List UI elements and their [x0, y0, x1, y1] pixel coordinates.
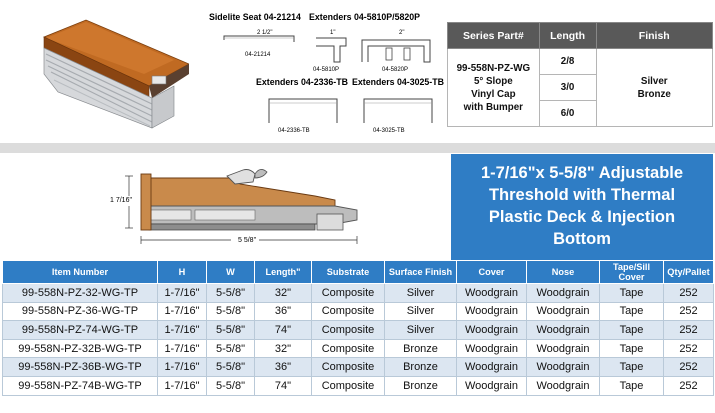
- cell: Composite: [312, 376, 385, 395]
- table-row: [3, 358, 714, 377]
- cell: Bronze: [385, 339, 457, 358]
- series-finish-cell: [596, 49, 712, 127]
- cell: 99-558N-PZ-32B-WG-TP: [3, 339, 158, 358]
- extenders-5810-label: Extenders 04-5810P/5820P: [309, 12, 421, 22]
- height-dimension: 1 7/16": [110, 197, 132, 204]
- cell: Silver: [385, 321, 457, 340]
- cell: Tape: [600, 358, 664, 377]
- section-divider: [0, 143, 715, 153]
- extender-5810p-profile: [314, 34, 348, 66]
- col-cover: Cover: [457, 261, 527, 284]
- cell: 5-5/8": [207, 284, 255, 303]
- cell: Composite: [312, 339, 385, 358]
- cell: 252: [664, 284, 714, 303]
- items-header-row: [3, 261, 714, 284]
- series-part-line: 5° Slope: [473, 75, 513, 87]
- cell: Tape: [600, 302, 664, 321]
- cell: 74": [255, 321, 312, 340]
- series-table: [447, 22, 713, 127]
- extender-5820p-profile: [360, 34, 435, 66]
- cell: 99-558N-PZ-32-WG-TP: [3, 284, 158, 303]
- top-section: [0, 0, 715, 143]
- cell: Composite: [312, 302, 385, 321]
- extender-3025-profile: [360, 93, 436, 125]
- code-3025: 04-3025-TB: [373, 128, 405, 134]
- series-part-line: 99-558N-PZ-WG: [456, 62, 531, 74]
- cell: 5-5/8": [207, 376, 255, 395]
- table-row: [3, 302, 714, 321]
- title-line: Plastic Deck & Injection: [488, 208, 676, 226]
- cell: Bronze: [385, 358, 457, 377]
- cell: 32": [255, 339, 312, 358]
- dim-5820: 2": [399, 30, 405, 36]
- cell: 99-558N-PZ-36B-WG-TP: [3, 358, 158, 377]
- code-2336: 04-2336-TB: [278, 128, 310, 134]
- col-w: W: [207, 261, 255, 284]
- cell: 99-558N-PZ-36-WG-TP: [3, 302, 158, 321]
- cell: 5-5/8": [207, 321, 255, 340]
- extenders-3025-label: Extenders 04-3025-TB: [352, 77, 444, 87]
- cell: 1-7/16": [158, 321, 207, 340]
- series-finish-line: Bronze: [637, 88, 671, 100]
- series-length: 2/8: [539, 49, 596, 75]
- col-surface-finish: Surface Finish: [385, 261, 457, 284]
- cell: 99-558N-PZ-74B-WG-TP: [3, 376, 158, 395]
- cell: Woodgrain: [457, 321, 527, 340]
- code-5810: 04-5810P: [313, 67, 340, 73]
- extenders-2336-label: Extenders 04-2336-TB: [256, 77, 348, 87]
- threshold-product-image: [24, 12, 189, 130]
- cell: Composite: [312, 358, 385, 377]
- cell: 36": [255, 358, 312, 377]
- cell: Silver: [385, 302, 457, 321]
- cell: 252: [664, 321, 714, 340]
- series-header-part: Series Part#: [448, 23, 540, 49]
- series-part-line: Vinyl Cap: [471, 88, 516, 100]
- cell: 36": [255, 302, 312, 321]
- cell: Tape: [600, 321, 664, 340]
- cell: 1-7/16": [158, 284, 207, 303]
- table-row: [3, 376, 714, 395]
- col-item-number: Item Number: [3, 261, 158, 284]
- cell: 1-7/16": [158, 302, 207, 321]
- cell: 252: [664, 339, 714, 358]
- series-header-finish: Finish: [596, 23, 712, 49]
- cell: 74": [255, 376, 312, 395]
- cell: Bronze: [385, 376, 457, 395]
- table-row: [3, 321, 714, 340]
- dim-21214: 2 1/2": [257, 30, 273, 36]
- cell: 99-558N-PZ-74-WG-TP: [3, 321, 158, 340]
- cell: Composite: [312, 321, 385, 340]
- cell: Tape: [600, 376, 664, 395]
- series-part-cell: [448, 49, 540, 127]
- cell: 1-7/16": [158, 339, 207, 358]
- cell: 252: [664, 358, 714, 377]
- cell: Woodgrain: [457, 376, 527, 395]
- cell: 252: [664, 376, 714, 395]
- col-nose: Nose: [527, 261, 600, 284]
- title-line: Bottom: [553, 230, 611, 248]
- cell: Woodgrain: [527, 339, 600, 358]
- table-row: [3, 339, 714, 358]
- col-tape-sill-cover: Tape/Sill Cover: [600, 261, 664, 284]
- product-title: [451, 154, 713, 260]
- table-row: [3, 284, 714, 303]
- sidelite-seat-label: Sidelite Seat 04-21214: [209, 12, 301, 22]
- cell: 1-7/16": [158, 376, 207, 395]
- cell: Woodgrain: [527, 302, 600, 321]
- series-finish-line: Silver: [640, 75, 668, 87]
- code-5820: 04-5820P: [382, 67, 409, 73]
- cell: Silver: [385, 284, 457, 303]
- col-length: Length": [255, 261, 312, 284]
- col-h: H: [158, 261, 207, 284]
- cell: Woodgrain: [457, 358, 527, 377]
- col-substrate: Substrate: [312, 261, 385, 284]
- cell: Tape: [600, 284, 664, 303]
- cell: Tape: [600, 339, 664, 358]
- cell: Woodgrain: [527, 284, 600, 303]
- items-table: [2, 260, 714, 396]
- series-part-line: with Bumper: [463, 101, 523, 113]
- cell: 5-5/8": [207, 339, 255, 358]
- col-qty-pallet: Qty/Pallet: [664, 261, 714, 284]
- cell: Woodgrain: [527, 376, 600, 395]
- cell: 252: [664, 302, 714, 321]
- series-header-length: Length: [539, 23, 596, 49]
- cell: Woodgrain: [457, 339, 527, 358]
- code-21214: 04-21214: [245, 52, 271, 58]
- cell: Composite: [312, 284, 385, 303]
- cell: 5-5/8": [207, 302, 255, 321]
- series-length: 3/0: [539, 75, 596, 101]
- dim-5810: 1": [330, 30, 336, 36]
- width-dimension: 5 5/8": [238, 237, 257, 244]
- cell: Woodgrain: [527, 358, 600, 377]
- cell: 5-5/8": [207, 358, 255, 377]
- cell: Woodgrain: [457, 302, 527, 321]
- cell: 32": [255, 284, 312, 303]
- title-line: 1-7/16"x 5-5/8" Adjustable: [480, 164, 684, 182]
- cell: Woodgrain: [527, 321, 600, 340]
- title-line: Threshold with Thermal: [488, 186, 676, 204]
- extender-2336-profile: [265, 93, 341, 125]
- series-length: 6/0: [539, 101, 596, 127]
- cell: 1-7/16": [158, 358, 207, 377]
- cell: Woodgrain: [457, 284, 527, 303]
